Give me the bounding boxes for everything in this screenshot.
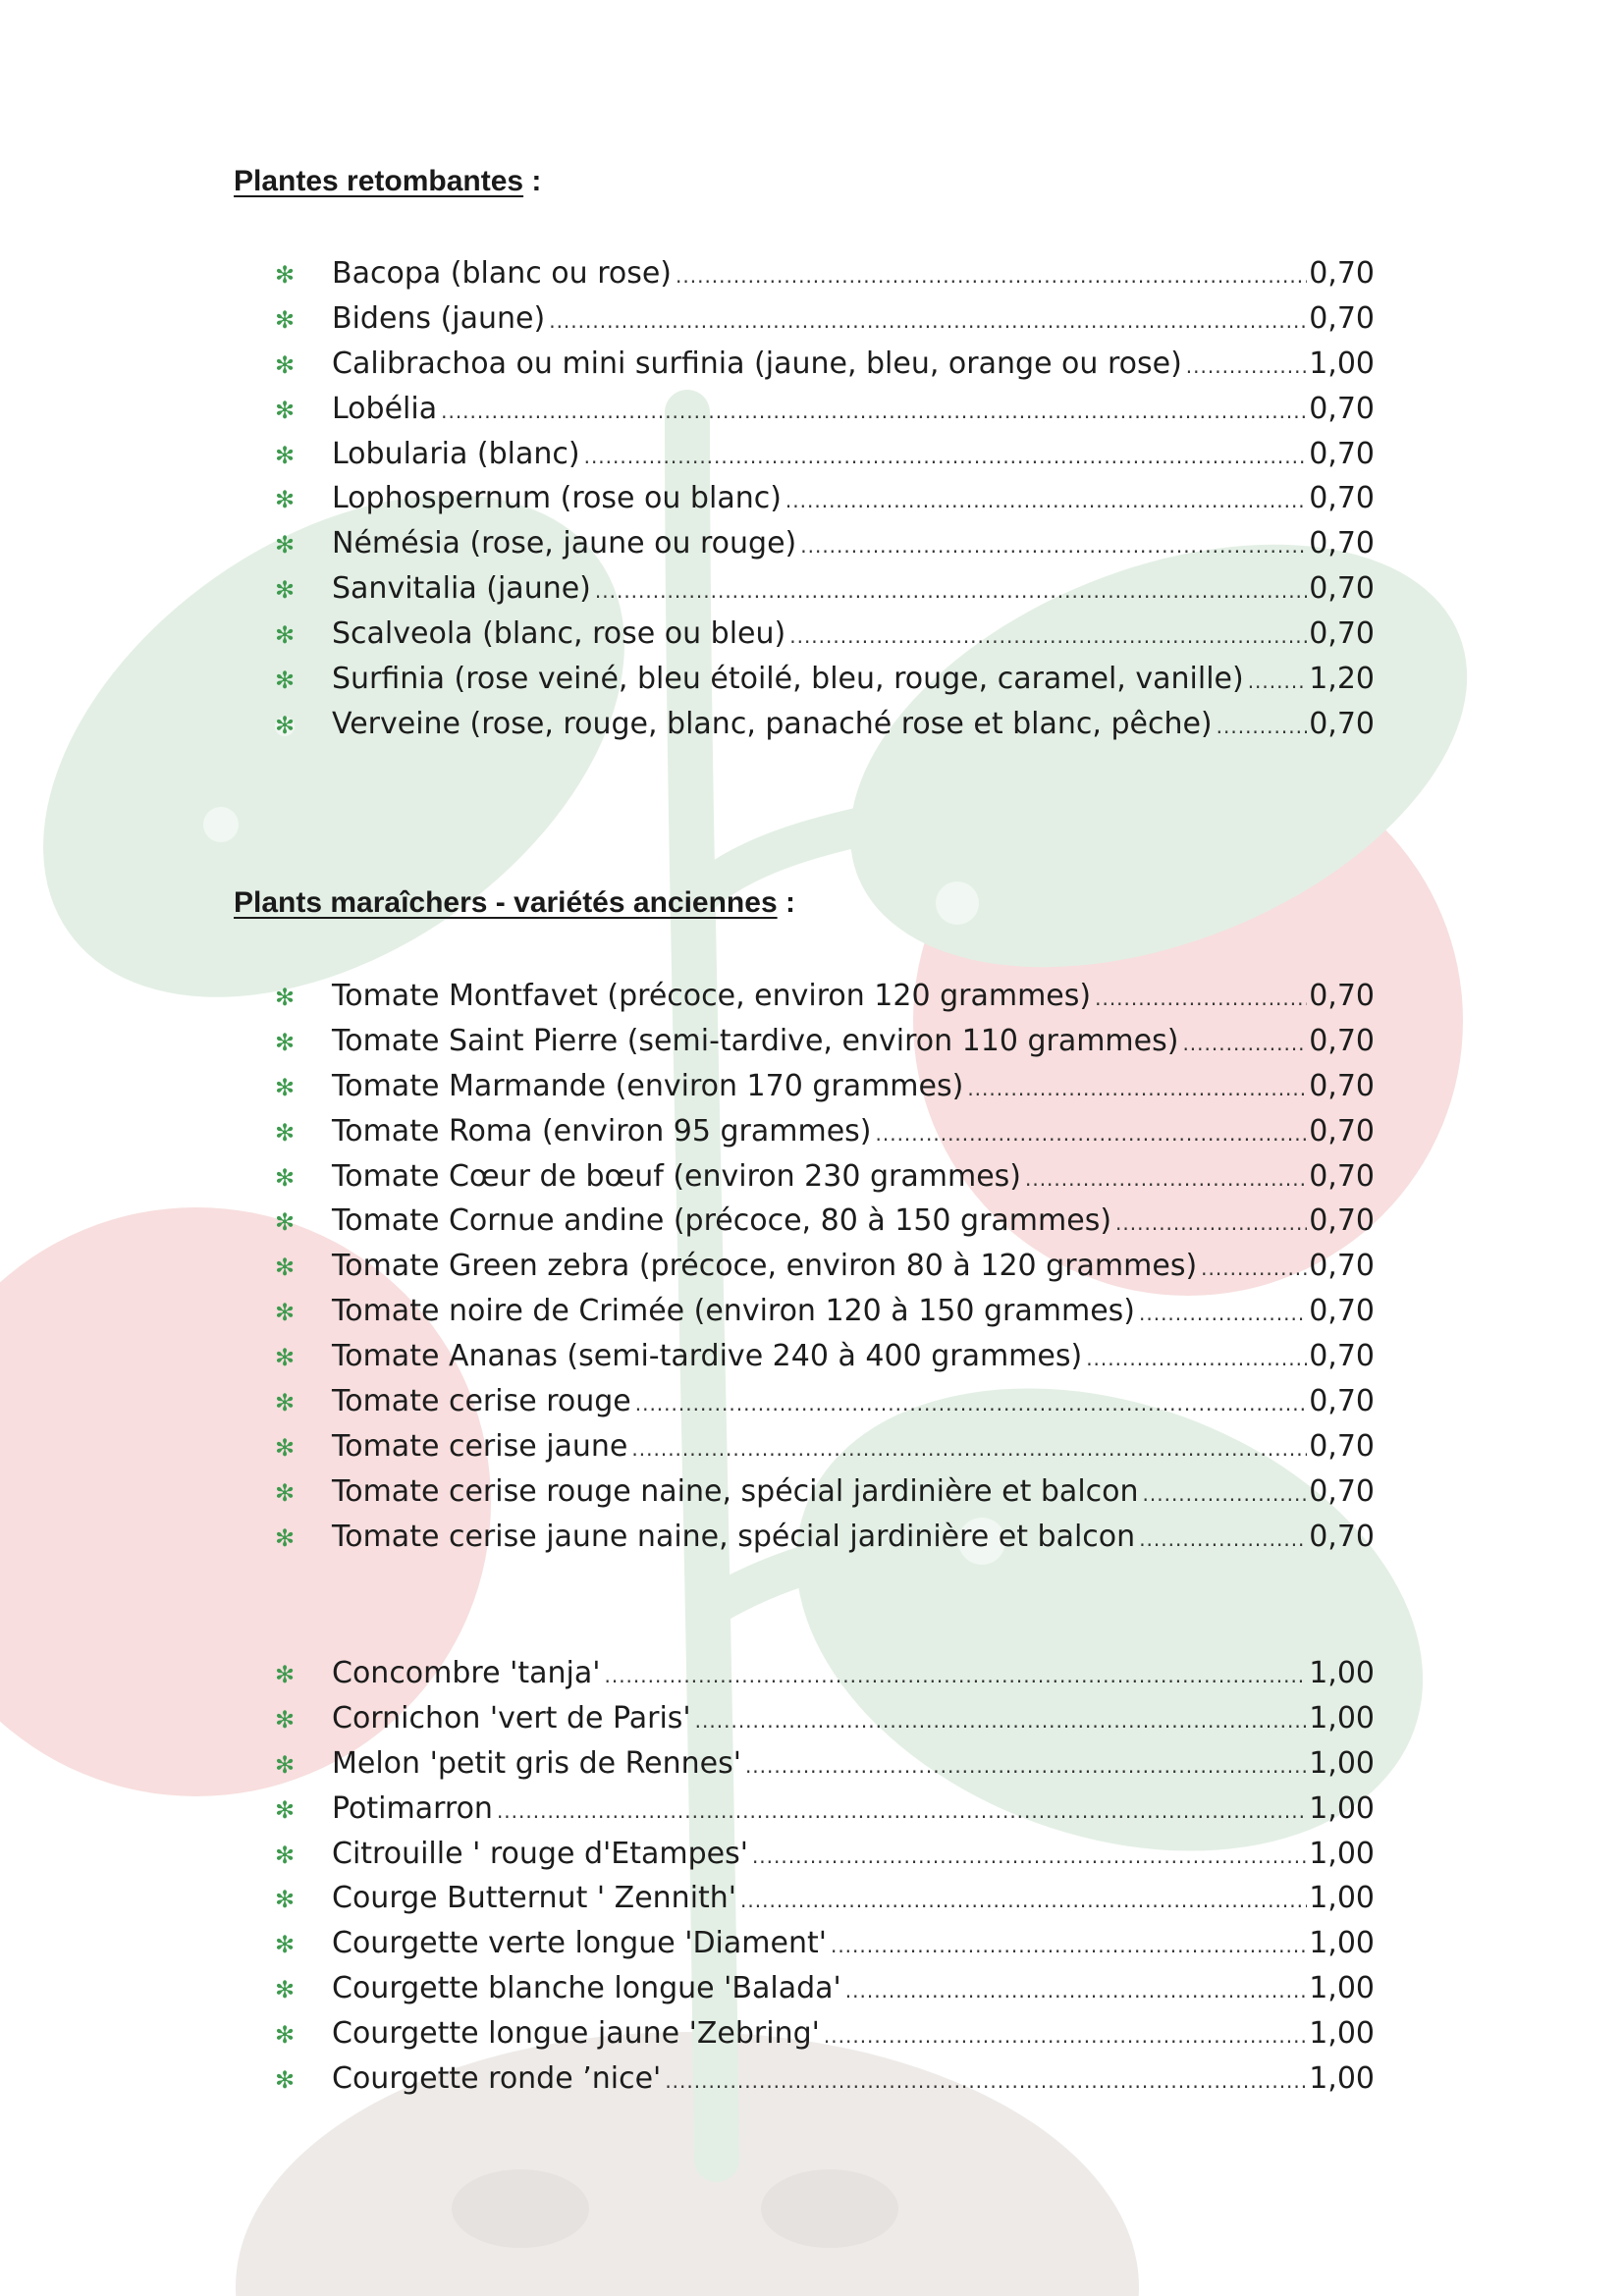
- item-price: 1,20: [1309, 662, 1375, 697]
- flower-icon: ✻: [275, 1254, 296, 1282]
- dot-leader: [967, 1067, 1307, 1112]
- item-price: 0,70: [1309, 1203, 1375, 1239]
- item-price: 1,00: [1309, 1790, 1375, 1826]
- item-price: 0,70: [1309, 256, 1375, 291]
- item-price: 1,00: [1309, 1971, 1375, 2006]
- flower-icon: ✻: [275, 1299, 296, 1327]
- item-price: 0,70: [1309, 1428, 1375, 1464]
- dot-leader: [497, 1789, 1307, 1835]
- list-item: [275, 1379, 1375, 1424]
- item-label: Potimarron: [332, 1790, 493, 1826]
- flower-icon: ✻: [275, 621, 296, 650]
- item-label: Lobularia (blanc): [332, 436, 580, 471]
- list-item: [275, 657, 1375, 702]
- flower-icon: ✻: [275, 1931, 296, 1959]
- list-item: [275, 1154, 1375, 1200]
- item-label: Bacopa (blanc ou rose): [332, 256, 673, 291]
- item-price: 0,70: [1309, 1384, 1375, 1419]
- item-label: Surfinia (rose veiné, bleu étoilé, bleu, rouge, caramel, vanille): [332, 662, 1244, 697]
- item-price: 0,70: [1309, 1249, 1375, 1284]
- item-label: Sanvitalia (jaune): [332, 571, 591, 607]
- flower-icon: ✻: [275, 396, 296, 424]
- dot-leader: [824, 2014, 1307, 2059]
- item-price: 0,70: [1309, 300, 1375, 336]
- flower-icon: ✻: [275, 984, 296, 1011]
- list-item: [275, 1199, 1375, 1244]
- item-price: 1,00: [1309, 346, 1375, 381]
- flower-icon: ✻: [275, 1841, 296, 1869]
- item-label: Tomate Saint Pierre (semi-tardive, environ 110 grammes): [332, 1023, 1179, 1058]
- item-label: Tomate cerise rouge naine, spécial jardinière et balcon: [332, 1473, 1139, 1509]
- item-label: Calibrachoa ou mini surfinia (jaune, bleu, orange ou rose): [332, 346, 1182, 381]
- flower-icon: ✻: [275, 1118, 296, 1147]
- item-price: 0,70: [1309, 616, 1375, 652]
- dot-leader: [1182, 1022, 1307, 1067]
- item-label: Courgette ronde ’nice': [332, 2061, 662, 2097]
- item-price: 0,70: [1309, 1158, 1375, 1194]
- item-price: 1,00: [1309, 1700, 1375, 1735]
- flower-icon: ✻: [275, 441, 296, 469]
- dot-leader: [676, 254, 1307, 299]
- list-plants-maraichers: [275, 974, 1375, 1560]
- dot-leader: [695, 1699, 1308, 1744]
- dot-leader: [1201, 1247, 1307, 1292]
- item-price: 0,70: [1309, 1023, 1375, 1058]
- dot-leader: [789, 614, 1307, 660]
- dot-leader: [635, 1382, 1307, 1427]
- list-item: [275, 1469, 1375, 1515]
- list-item: [275, 521, 1375, 566]
- list-item: [275, 974, 1375, 1019]
- dot-leader: [1248, 660, 1308, 705]
- flower-icon: ✻: [275, 1705, 296, 1734]
- flower-icon: ✻: [275, 1433, 296, 1462]
- list-item: [275, 342, 1375, 387]
- flower-icon: ✻: [275, 1028, 296, 1056]
- list-item: [275, 1787, 1375, 1832]
- flower-icon: ✻: [275, 1208, 296, 1237]
- flower-icon: ✻: [275, 1073, 296, 1101]
- list-item: [275, 1515, 1375, 1560]
- list-item: [275, 1424, 1375, 1469]
- dot-leader: [1186, 345, 1307, 390]
- item-label: Melon 'petit gris de Rennes': [332, 1745, 741, 1781]
- dot-leader: [595, 569, 1307, 614]
- dot-leader: [631, 1427, 1307, 1472]
- flower-icon: ✻: [275, 1389, 296, 1417]
- dot-leader: [785, 479, 1307, 524]
- flower-icon: ✻: [275, 486, 296, 514]
- dot-leader: [1095, 977, 1307, 1022]
- flower-icon: ✻: [275, 2021, 296, 2050]
- dot-leader: [752, 1835, 1307, 1880]
- list-item: [275, 296, 1375, 342]
- dot-leader: [665, 2059, 1307, 2105]
- dot-leader: [831, 1924, 1307, 1969]
- item-label: Tomate Marmande (environ 170 grammes): [332, 1068, 964, 1103]
- flower-icon: ✻: [275, 305, 296, 334]
- list-item: [275, 1921, 1375, 1966]
- item-label: Bidens (jaune): [332, 300, 546, 336]
- item-label: Courgette verte longue 'Diament': [332, 1926, 827, 1961]
- item-price: 1,00: [1309, 1745, 1375, 1781]
- list-item: [275, 2011, 1375, 2056]
- item-price: 0,70: [1309, 481, 1375, 516]
- item-price: 0,70: [1309, 1113, 1375, 1148]
- list-item: [275, 1289, 1375, 1334]
- section-title-plants-maraichers: Plants maraîchers - variétés anciennes :: [234, 886, 795, 919]
- dot-leader: [1115, 1201, 1307, 1247]
- list-item: [275, 251, 1375, 296]
- dot-leader: [549, 299, 1307, 345]
- item-label: Tomate Cornue andine (précoce, 80 à 150 grammes): [332, 1203, 1112, 1239]
- dot-leader: [1025, 1157, 1307, 1202]
- dot-leader: [800, 524, 1307, 569]
- list-item: [275, 1334, 1375, 1379]
- flower-icon: ✻: [275, 531, 296, 560]
- item-label: Verveine (rose, rouge, blanc, panaché rose et blanc, pêche): [332, 706, 1213, 741]
- item-label: Courge Butternut ' Zennith': [332, 1881, 737, 1916]
- list-item: [275, 2056, 1375, 2102]
- list-item: [275, 1832, 1375, 1877]
- list-item: [275, 702, 1375, 747]
- list-item: [275, 1966, 1375, 2011]
- item-price: 1,00: [1309, 1656, 1375, 1690]
- dot-leader: [1139, 1292, 1307, 1337]
- flower-icon: ✻: [275, 1750, 296, 1779]
- item-label: Citrouille ' rouge d'Etampes': [332, 1836, 748, 1871]
- dot-leader: [1143, 1472, 1308, 1518]
- dot-leader: [1086, 1337, 1307, 1382]
- item-label: Tomate cerise jaune naine, spécial jardinière et balcon: [332, 1519, 1136, 1554]
- flower-icon: ✻: [275, 576, 296, 605]
- list-item: [275, 566, 1375, 612]
- item-label: Tomate Roma (environ 95 grammes): [332, 1113, 872, 1148]
- list-item: [275, 1696, 1375, 1741]
- list-item: [275, 387, 1375, 432]
- dot-leader: [604, 1654, 1307, 1699]
- item-label: Lophospernum (rose ou blanc): [332, 481, 782, 516]
- list-plantes-retombantes: [275, 251, 1375, 747]
- dot-leader: [1217, 705, 1308, 750]
- dot-leader: [876, 1112, 1308, 1157]
- list-item: [275, 432, 1375, 477]
- item-price: 0,70: [1309, 706, 1375, 741]
- item-label: Tomate Ananas (semi-tardive 240 à 400 grammes): [332, 1339, 1083, 1374]
- item-label: Tomate noire de Crimée (environ 120 à 150 grammes): [332, 1294, 1135, 1329]
- flower-icon: ✻: [275, 1163, 296, 1192]
- item-price: 0,70: [1309, 1519, 1375, 1554]
- item-label: Concombre 'tanja': [332, 1656, 601, 1690]
- item-price: 0,70: [1309, 1068, 1375, 1103]
- item-label: Némésia (rose, jaune ou rouge): [332, 526, 797, 561]
- item-label: Scalveola (blanc, rose ou bleu): [332, 616, 786, 652]
- item-price: 1,00: [1309, 2061, 1375, 2097]
- item-label: Courgette longue jaune 'Zebring': [332, 2016, 820, 2052]
- item-price: 1,00: [1309, 1836, 1375, 1871]
- list-item: [275, 1651, 1375, 1696]
- list-item: [275, 1876, 1375, 1921]
- flower-icon: ✻: [275, 1661, 296, 1688]
- item-price: 0,70: [1309, 526, 1375, 561]
- flower-icon: ✻: [275, 261, 296, 289]
- item-label: Tomate Montfavet (précoce, environ 120 grammes): [332, 979, 1092, 1013]
- list-item: [275, 612, 1375, 657]
- list-item: [275, 1244, 1375, 1289]
- item-price: 0,70: [1309, 571, 1375, 607]
- list-item: [275, 1019, 1375, 1064]
- list-item: [275, 1064, 1375, 1109]
- item-price: 1,00: [1309, 1881, 1375, 1916]
- flower-icon: ✻: [275, 1523, 296, 1552]
- item-price: 0,70: [1309, 1294, 1375, 1329]
- flower-icon: ✻: [275, 1976, 296, 2004]
- flower-icon: ✻: [275, 667, 296, 695]
- item-label: Cornichon 'vert de Paris': [332, 1700, 691, 1735]
- item-price: 0,70: [1309, 1339, 1375, 1374]
- dot-leader: [441, 390, 1307, 435]
- item-price: 0,70: [1309, 436, 1375, 471]
- item-price: 1,00: [1309, 1926, 1375, 1961]
- item-price: 1,00: [1309, 2016, 1375, 2052]
- item-price: 0,70: [1309, 391, 1375, 426]
- flower-icon: ✻: [275, 2066, 296, 2095]
- flower-icon: ✻: [275, 350, 296, 379]
- item-label: Tomate Cœur de bœuf (environ 230 grammes): [332, 1158, 1021, 1194]
- dot-leader: [745, 1744, 1307, 1789]
- list-item: [275, 476, 1375, 521]
- item-label: Tomate Green zebra (précoce, environ 80 à 120 grammes): [332, 1249, 1198, 1284]
- section-title-plantes-retombantes: Plantes retombantes :: [234, 165, 542, 197]
- dot-leader: [845, 1969, 1307, 2014]
- dot-leader: [584, 435, 1308, 480]
- list-item: [275, 1109, 1375, 1154]
- item-label: Tomate cerise jaune: [332, 1428, 628, 1464]
- flower-icon: ✻: [275, 1795, 296, 1824]
- flower-icon: ✻: [275, 1478, 296, 1507]
- flower-icon: ✻: [275, 1344, 296, 1372]
- item-label: Tomate cerise rouge: [332, 1384, 631, 1419]
- flower-icon: ✻: [275, 711, 296, 739]
- list-item: [275, 1741, 1375, 1787]
- list-cucurbitacees: [275, 1651, 1375, 2102]
- item-price: 0,70: [1309, 1473, 1375, 1509]
- item-label: Lobélia: [332, 391, 438, 426]
- item-label: Courgette blanche longue 'Balada': [332, 1971, 841, 2006]
- item-price: 0,70: [1309, 979, 1375, 1013]
- dot-leader: [740, 1879, 1307, 1924]
- flower-icon: ✻: [275, 1886, 296, 1914]
- dot-leader: [1139, 1518, 1307, 1563]
